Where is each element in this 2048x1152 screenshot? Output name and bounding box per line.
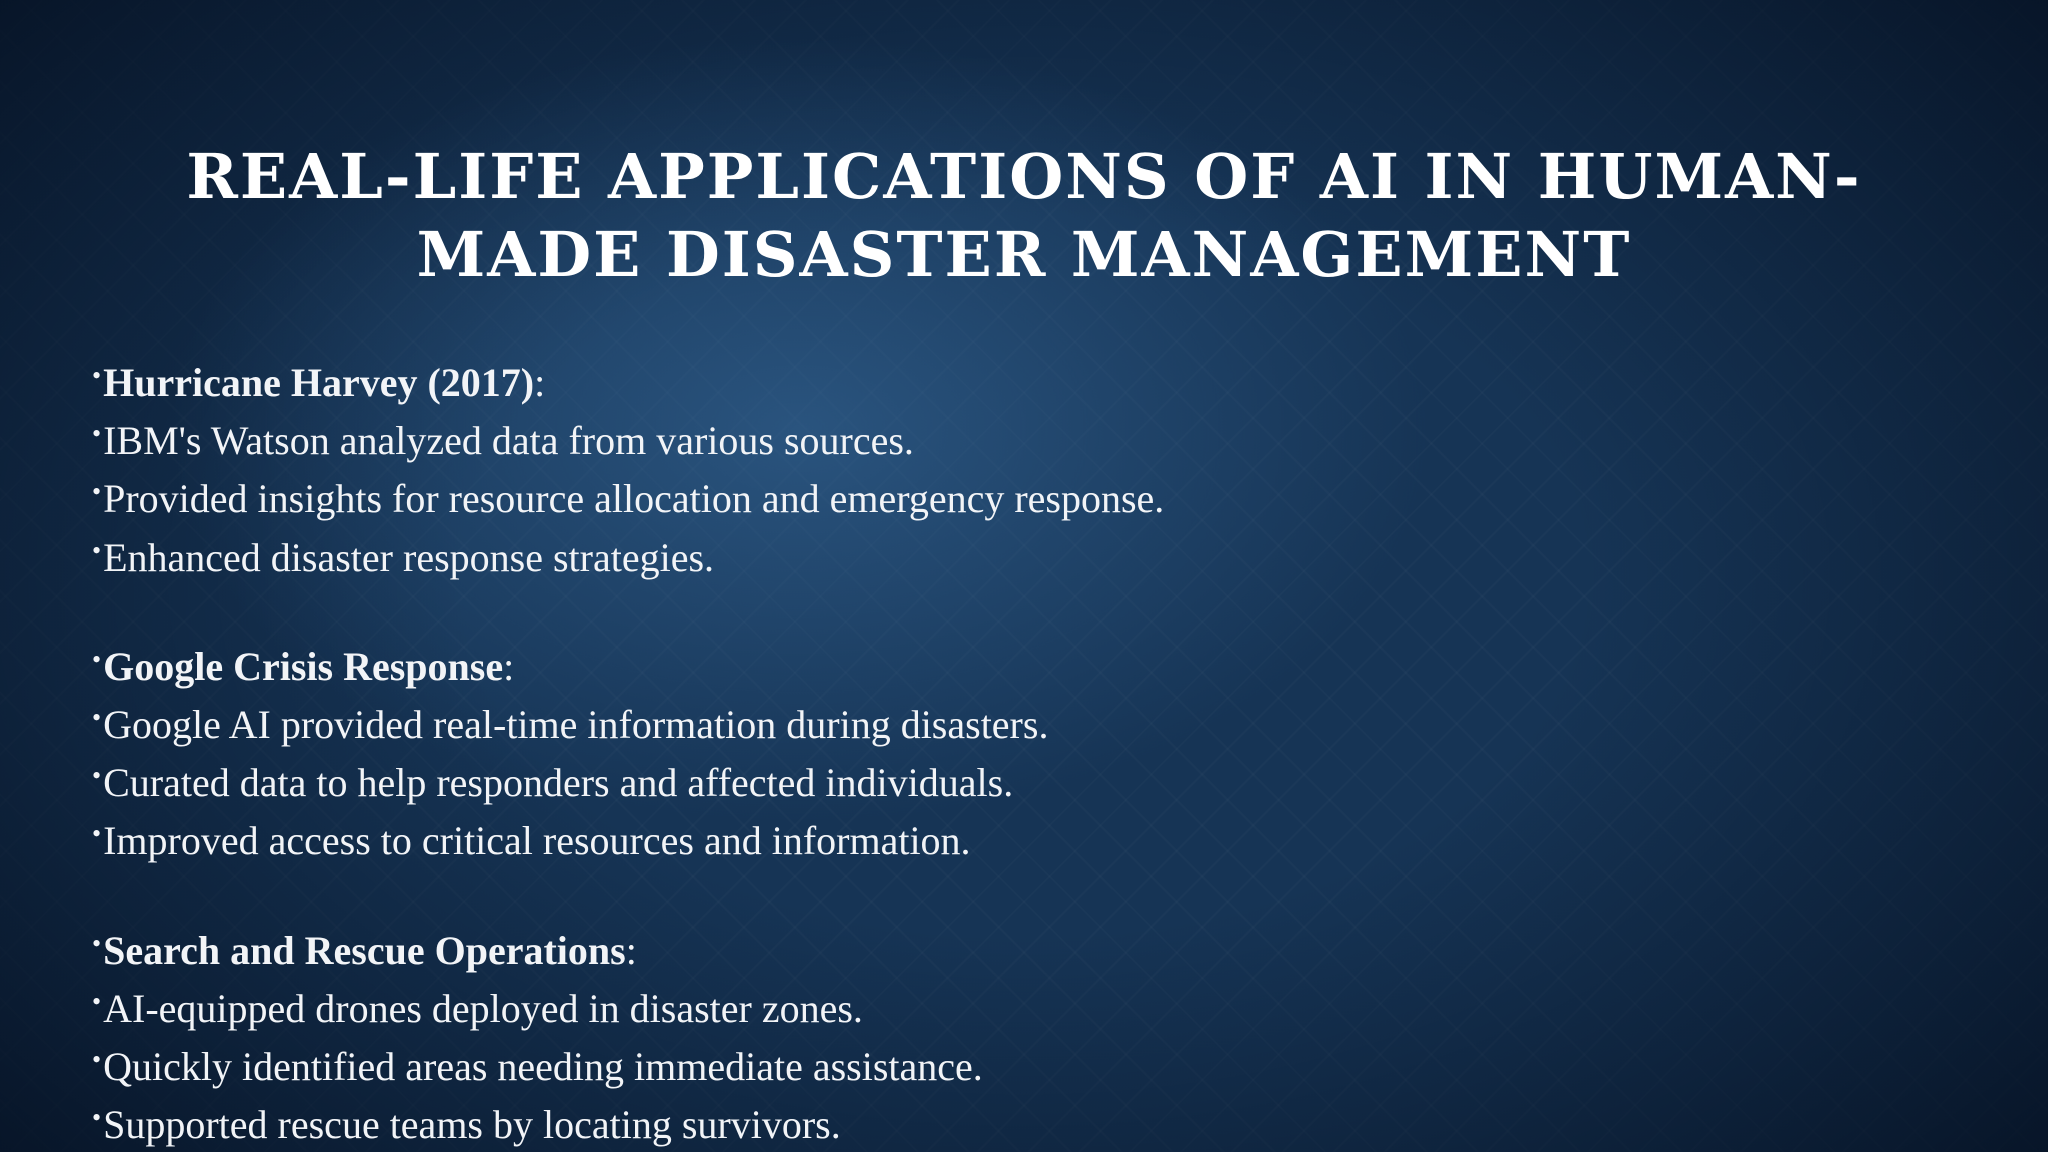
bullet-icon: • [92, 1045, 102, 1075]
section-heading-text: Google Crisis Response [103, 643, 504, 689]
section-heading-text: Search and Rescue Operations [103, 927, 626, 973]
bullet-point [92, 976, 1952, 1034]
bullet-point [92, 808, 1952, 866]
bullet-icon: • [92, 986, 102, 1016]
bullet-text: IBM's Watson analyzed data from various sources. [103, 418, 914, 464]
bullet-text: Improved access to critical resources and information. [103, 818, 971, 864]
section-google-crisis-response [92, 634, 1952, 867]
bullet-point [92, 525, 1952, 583]
bullet-icon: • [92, 928, 102, 958]
bullet-text: Quickly identified areas needing immediate assistance. [103, 1044, 983, 1090]
section-heading [92, 918, 1952, 976]
section-heading-text: Hurricane Harvey (2017) [103, 360, 535, 405]
bullet-text: Provided insights for resource allocation and emergency response. [103, 476, 1165, 522]
bullet-icon: • [92, 361, 102, 390]
bullet-text: Google AI provided real-time information during disasters. [103, 702, 1049, 748]
bullet-icon: • [92, 535, 102, 565]
bullet-point [92, 750, 1952, 808]
bullet-text: Enhanced disaster response strategies. [103, 534, 715, 580]
section-hurricane-harvey [92, 350, 1952, 583]
bullet-icon: • [92, 819, 102, 849]
bullet-icon: • [92, 1103, 102, 1133]
heading-colon: : [503, 643, 515, 689]
bullet-text: AI-equipped drones deployed in disaster zones. [103, 985, 863, 1031]
bullet-icon: • [92, 644, 102, 674]
section-heading [92, 634, 1952, 692]
slide-title: REAL-LIFE APPLICATIONS OF AI IN HUMAN-MADE DISASTER MANAGEMENT [186, 140, 1862, 291]
bullet-point [92, 692, 1952, 750]
bullet-icon: • [92, 477, 102, 507]
heading-colon: : [534, 360, 546, 405]
bullet-icon: • [92, 761, 102, 791]
bullet-text: Curated data to help responders and affected individuals. [103, 760, 1014, 806]
bullet-point [92, 466, 1952, 524]
bullet-point [92, 408, 1952, 466]
bullet-point [92, 1034, 1952, 1092]
section-heading [92, 350, 1952, 408]
bullet-point [92, 1092, 1952, 1150]
section-search-and-rescue [92, 918, 1952, 1151]
bullet-text: Supported rescue teams by locating survivors. [103, 1102, 841, 1148]
bullet-icon: • [92, 703, 102, 733]
bullet-icon: • [92, 419, 102, 449]
slide-content [92, 350, 1952, 1152]
heading-colon: : [625, 927, 637, 973]
